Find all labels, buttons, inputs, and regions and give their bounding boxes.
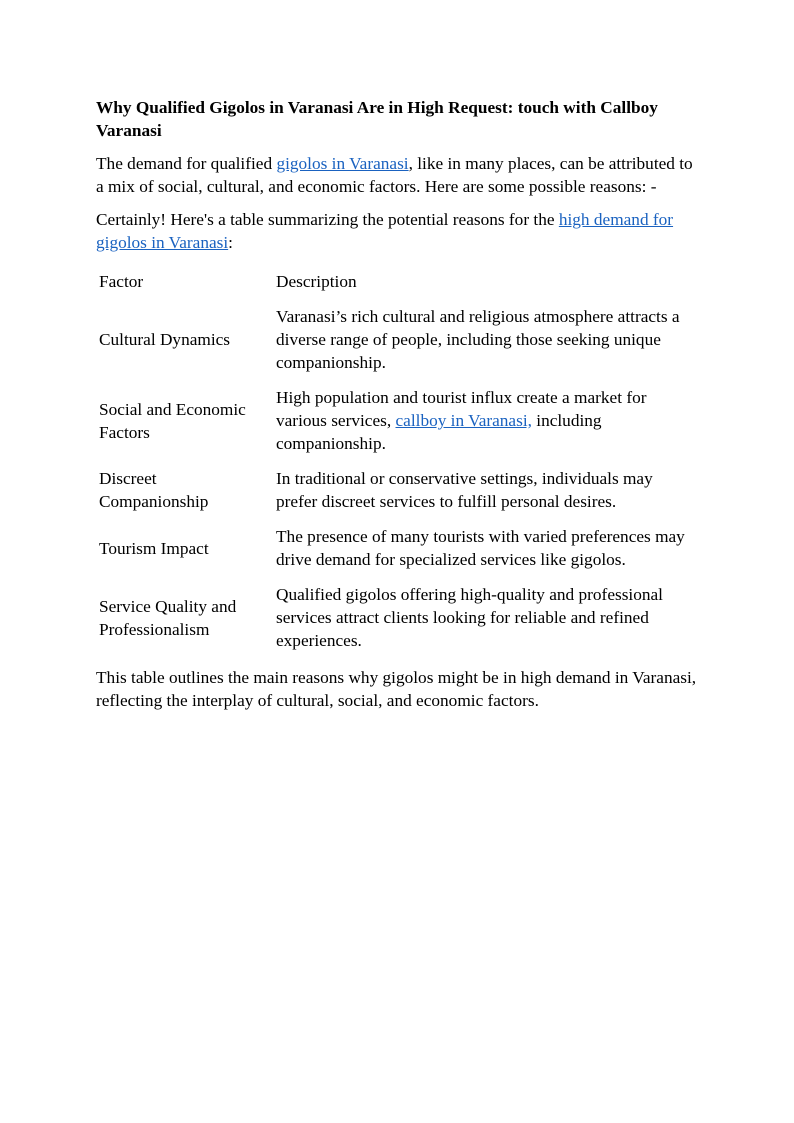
factor-cell: Social and Economic Factors [99,399,246,442]
conclusion-paragraph: This table outlines the main reasons why gigolos might be in high demand in Varanasi, reflecting the interplay of cultural, social, and economic factors. [96,668,697,710]
document-page [96,96,700,722]
table-row [96,380,700,461]
gigolos-in-varanasi-link[interactable]: gigolos in Varanasi [276,154,409,173]
intro-text-end: , like in many places, can be attributed to a mix of social, cultural, and economic factors. Here are some possible reasons: - [96,154,693,196]
table-row [96,519,700,577]
header-factor: Factor [99,272,144,291]
reasons-table [96,264,700,658]
intro-text: The demand for qualified [96,154,277,173]
table-row [96,299,700,380]
lead-text: Certainly! Here's a table summarizing the potential reasons for the [96,210,559,229]
description-text: High population and tourist influx create a market for various services, [276,388,647,430]
header-description: Description [276,272,357,291]
description-text-end: including companionship. [276,411,602,453]
description-cell: Varanasi’s rich cultural and religious atmosphere attracts a diverse range of people, including those seeking unique companionship. [276,307,680,372]
callboy-in-varanasi-link[interactable]: callboy in Varanasi, [395,411,532,430]
factor-cell: Service Quality and Professionalism [99,596,237,639]
description-cell: The presence of many tourists with varied preferences may drive demand for specialized services like gigolos. [276,527,685,569]
lead-paragraph [96,208,700,254]
description-cell [273,380,700,461]
high-demand-link[interactable]: high demand for gigolos in Varanasi [96,210,674,252]
factor-cell: Tourism Impact [99,538,209,558]
table-row [96,577,700,658]
factor-cell: Discreet Companionship [99,469,209,511]
description-cell: Qualified gigolos offering high-quality and professional services attract clients looking for reliable and refined experiences. [276,585,663,650]
document-title: Why Qualified Gigolos in Varanasi Are in High Request: touch with Callboy Varanasi [96,98,658,140]
table-header-row [96,264,700,299]
factor-cell: Cultural Dynamics [99,330,231,349]
lead-text-end: : [228,233,233,252]
table-row [96,461,700,519]
intro-paragraph [96,152,700,198]
description-cell: In traditional or conservative settings, individuals may prefer discreet services to fulfill personal desires. [276,469,653,511]
